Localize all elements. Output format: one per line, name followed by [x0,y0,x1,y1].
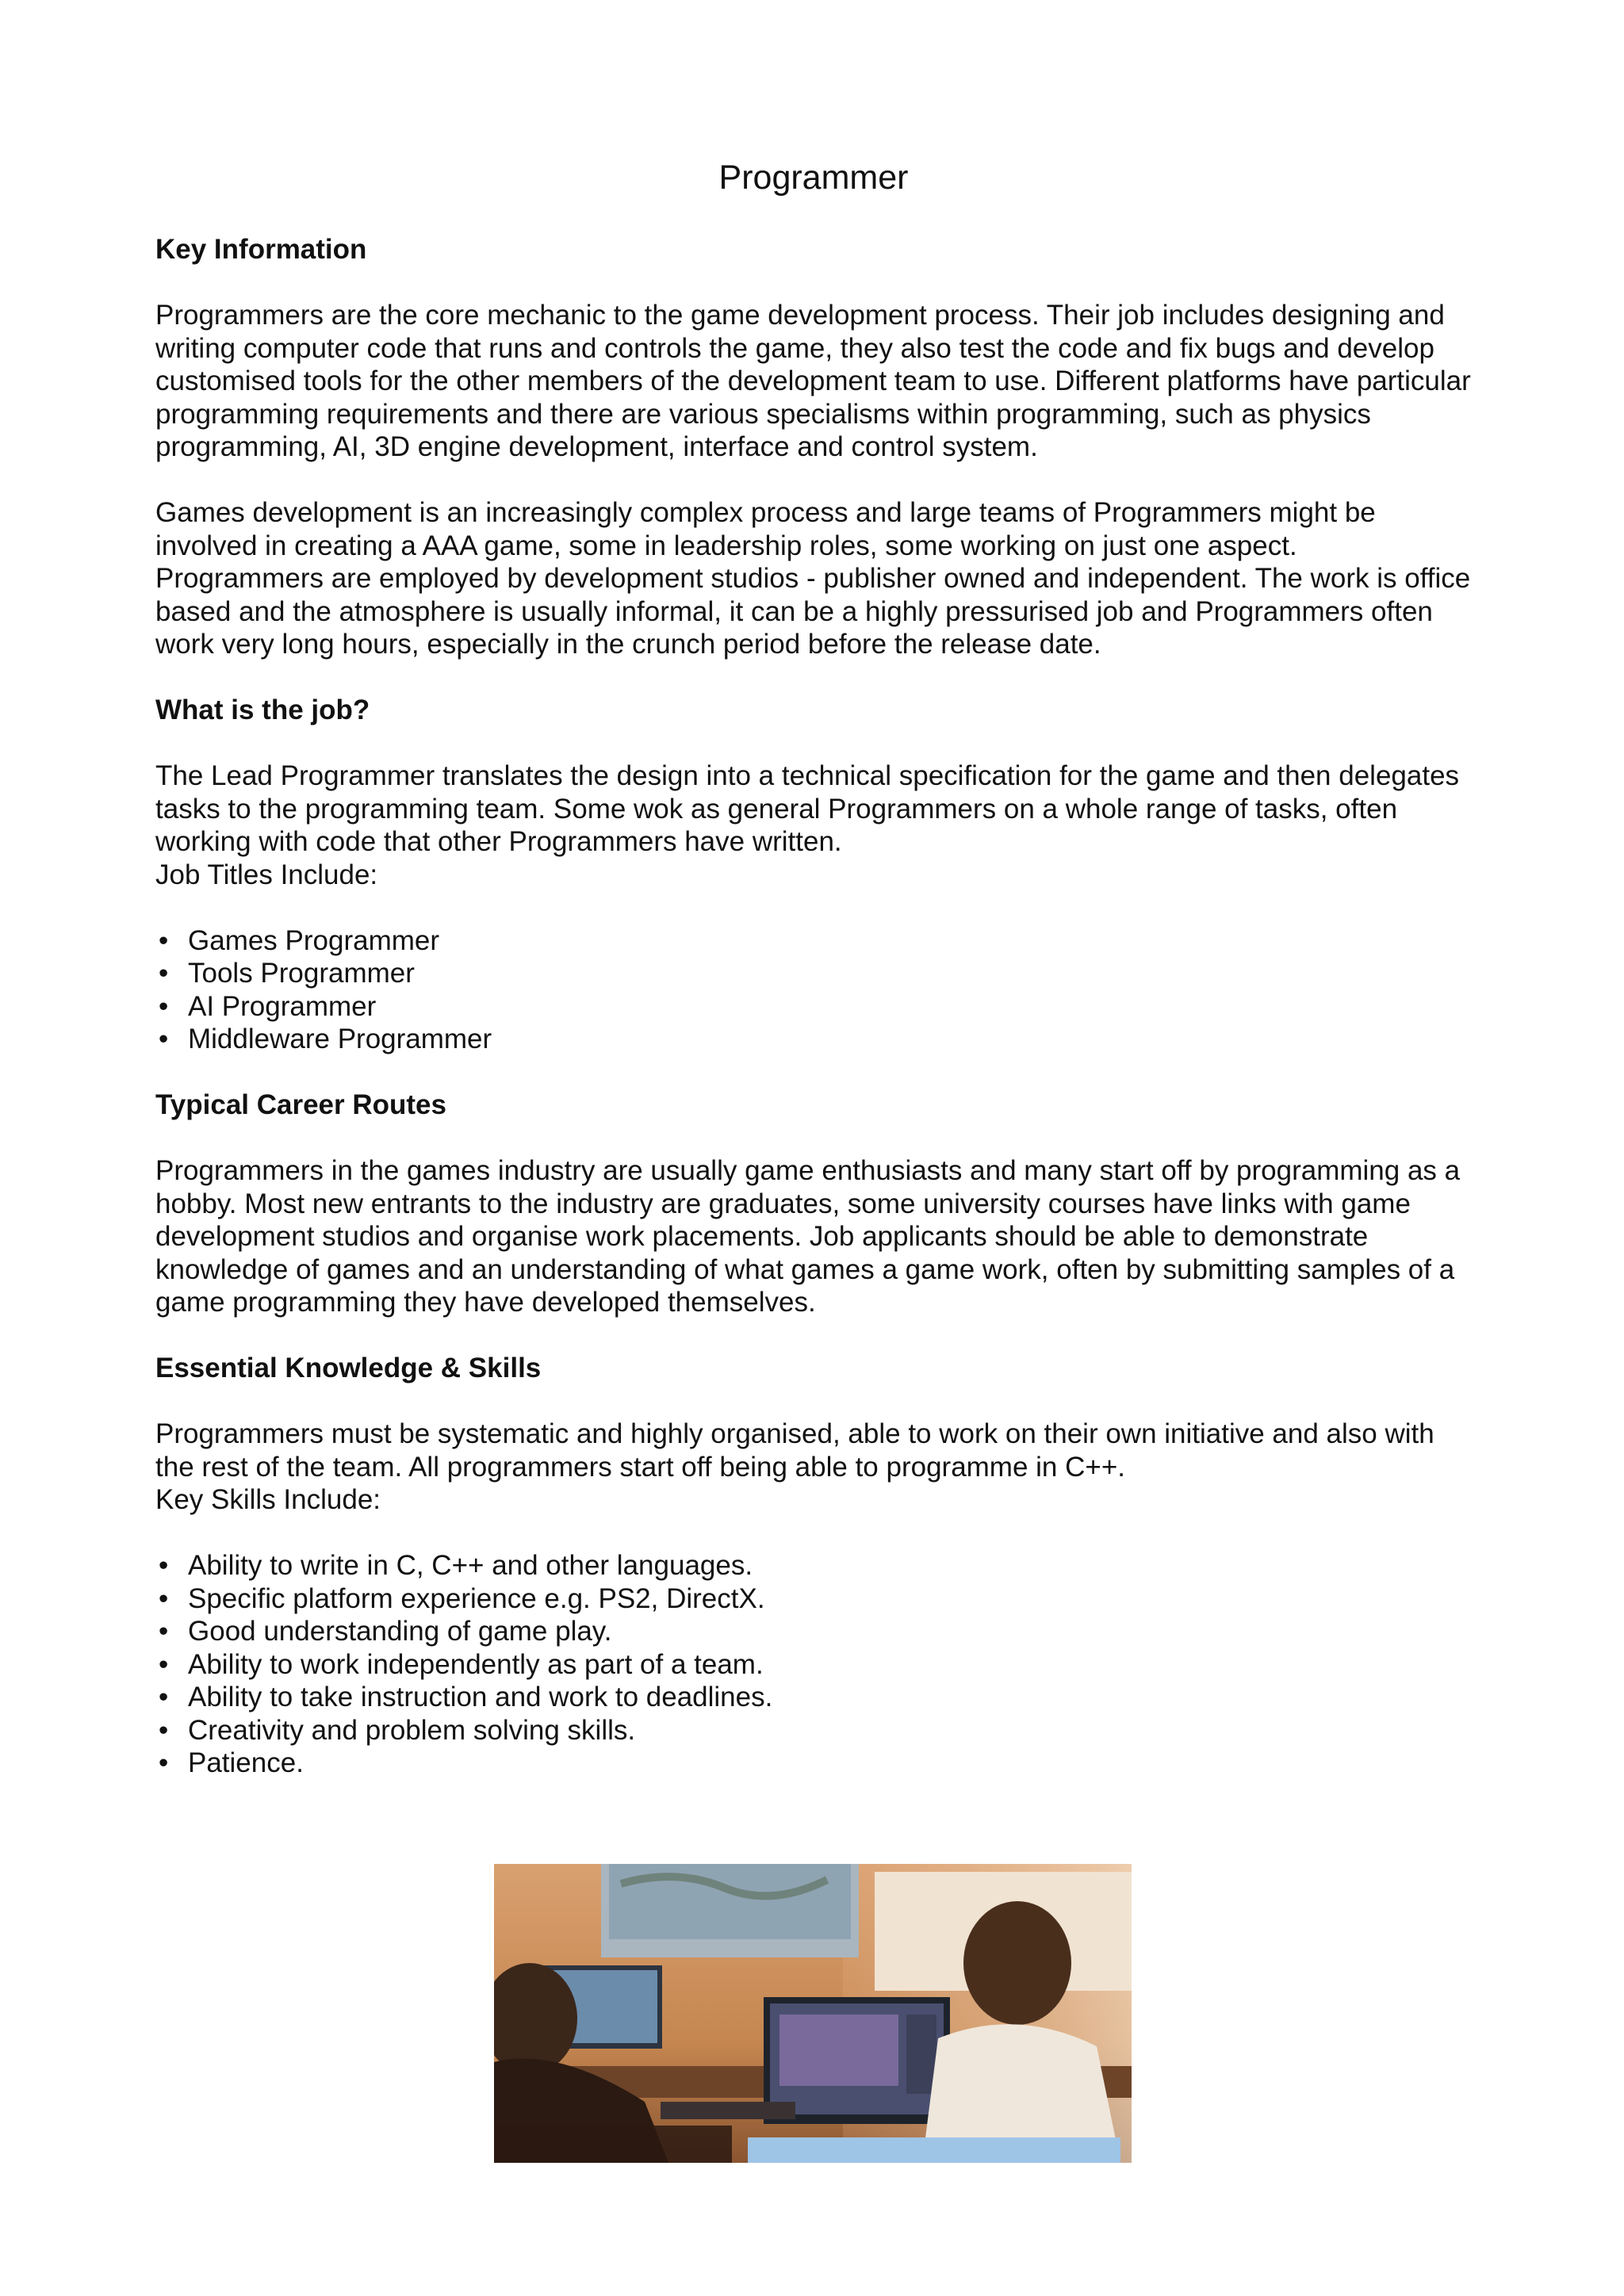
key-information-paragraph-2: Games development is an increasingly complex process and large teams of Programmers might be involved in creating a AAA game, some in leadership roles, some working on just one aspect. Programmers are employed by development studios - publisher owned and independent. The work is office based and the atmosphere is usually informal, it can be a highly pressurised job and Programmers often work very long hours, especially in the crunch period before the release date. [155,497,1471,660]
list-item: • Ability to take instruction and work to deadlines. [159,1682,773,1712]
list-item: • Specific platform experience e.g. PS2, DirectX. [159,1582,765,1614]
key-skills-intro: Key Skills Include: [155,1484,381,1515]
bullet-icon: • [159,958,169,989]
heading-what-is-the-job: What is the job? [155,695,370,725]
bullet-icon: • [159,1648,169,1680]
job-titles-list [155,924,1472,1056]
heading-typical-career-routes: Typical Career Routes [155,1089,446,1120]
key-information-paragraph-1: Programmers are the core mechanic to the game development process. Their job includes designing and writing computer code that runs and controls the game, they also test the code and fix bugs and develop customised tools for the other members of the development team to use. Different platforms have particular programming requirements and there are various specialisms within programming, such as physics programming, AI, 3D engine development, interface and control system. [155,300,1471,462]
bullet-icon: • [159,1682,169,1712]
bullet-icon: • [159,1616,169,1647]
what-is-the-job-paragraph: The Lead Programmer translates the design into a technical specification for the game and then delegates tasks to the programming team. Some wok as general Programmers on a whole range of tasks, often working with code that other Programmers have written. [155,760,1460,857]
job-titles-intro: Job Titles Include: [155,859,378,890]
list-item: • Creativity and problem solving skills. [159,1714,636,1746]
list-item: • Tools Programmer [159,958,415,989]
page-title: Programmer [718,159,909,197]
bullet-icon: • [159,1550,169,1581]
bullet-icon: • [159,990,169,1022]
bullet-icon: • [159,1582,169,1614]
list-item: • AI Programmer [159,990,377,1022]
bullet-icon: • [159,1024,169,1054]
list-item: • Ability to work independently as part of a team. [159,1648,764,1680]
list-item: • Middleware Programmer [159,1024,492,1054]
list-item: • Ability to write in C, C++ and other languages. [159,1550,753,1581]
list-item: • Patience. [159,1747,304,1778]
key-skills-list [155,1549,1472,1780]
bullet-icon: • [159,924,169,956]
essential-knowledge-paragraph: Programmers must be systematic and highly organised, able to work on their own initiative and also with the rest of the team. All programmers start off being able to programme in C++. [155,1418,1434,1483]
heading-essential-knowledge: Essential Knowledge & Skills [155,1353,542,1383]
list-item: • Games Programmer [159,924,440,956]
bullet-icon: • [159,1714,169,1746]
classroom-photo [494,1864,1132,2163]
bullet-icon: • [159,1747,169,1778]
heading-key-information: Key Information [155,234,367,265]
list-item: • Good understanding of game play. [159,1616,612,1647]
document-page [155,149,1472,1812]
career-routes-paragraph: Programmers in the games industry are usually game enthusiasts and many start off by programming as a hobby. Most new entrants to the industry are graduates, some university courses have links with game development studios and organise work placements. Job applicants should be able to demonstrate knowledge of games and an understanding of what games a game work, often by submitting samples of a game programming they have developed themselves. [155,1155,1461,1318]
